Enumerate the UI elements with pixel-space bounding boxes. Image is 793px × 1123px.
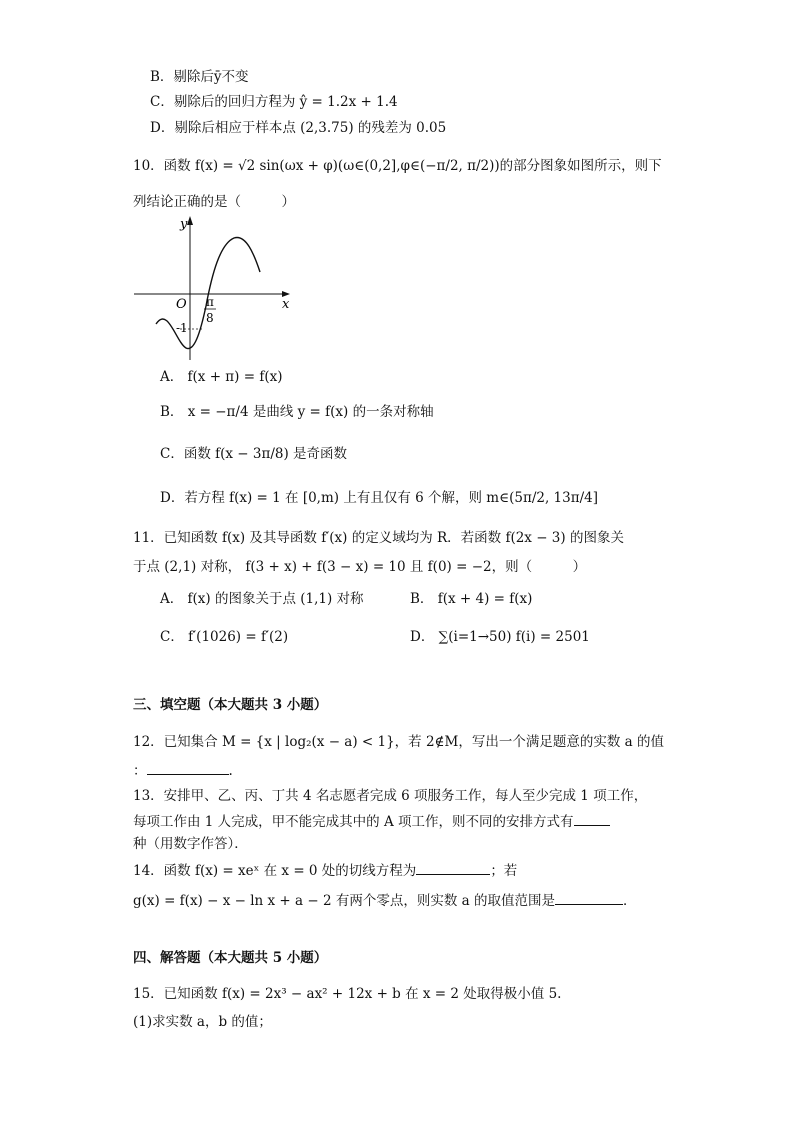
q15-line1: 15．已知函数 f(x) = 2x³ − ax² + 12x + b 在 x = 2 处取得极小值 5. (133, 986, 562, 1002)
q12-end: . (228, 763, 233, 779)
q14-line1 (133, 860, 517, 881)
q9-option-b: B．剔除后ȳ不变 (150, 69, 249, 85)
y-axis-label: y (180, 217, 188, 232)
q10-option-d: D．若方程 f(x) = 1 在 [0,m) 上有且仅有 6 个解，则 m∈(5π/2, 13π/4] (160, 490, 598, 506)
tick-pi-denominator: 8 (206, 311, 214, 325)
q14-tangent-blank[interactable] (416, 860, 490, 875)
q11-option-c: C． f′(1026) = f′(2) (160, 629, 289, 645)
q11-stem-line2: 于点 (2,1) 对称， f(3 + x) + f(3 − x) = 10 且 f(0) = −2，则（ ） (133, 559, 587, 575)
y-axis-arrow-icon (187, 216, 193, 225)
section-three-heading: 三、填空题（本大题共 3 小题） (133, 697, 328, 713)
q13-line2 (133, 811, 610, 832)
q14-line2-text: g(x) = f(x) − x − ln x + a − 2 有两个零点，则实数 a 的取值范围是 (133, 893, 555, 909)
q9-option-d: D．剔除后相应于样本点 (2,3.75) 的残差为 0.05 (150, 120, 447, 136)
q12-colon: ： (133, 763, 147, 779)
q12-line2 (133, 760, 233, 781)
q11-stem-line1: 11．已知函数 f(x) 及其导函数 f′(x) 的定义域均为 R．若函数 f(2x − 3) 的图象关 (133, 530, 624, 546)
q10-stem-line2: 列结论正确的是（ ） (133, 194, 295, 210)
q13-line2-text: 每项工作由 1 人完成，甲不能完成其中的 A 项工作，则不同的安排方式有 (133, 814, 574, 830)
x-axis-label: x (282, 297, 290, 312)
q10-stem-line1: 10．函数 f(x) = √2 sin(ωx + φ)(ω∈(0,2],φ∈(−π/2, π/2))的部分图象如图所示，则下 (133, 158, 662, 174)
q13-line1: 13．安排甲、乙、丙、丁共 4 名志愿者完成 6 项服务工作，每人至少完成 1 项工作， (133, 788, 648, 804)
section-four-heading: 四、解答题（本大题共 5 小题） (133, 950, 328, 966)
q10-option-c: C．函数 f(x − 3π/8) 是奇函数 (160, 446, 348, 462)
q12-line1: 12．已知集合 M = {x | log₂(x − a) < 1}，若 2∉M，写出一个满足题意的实数 a 的值 (133, 734, 665, 750)
q14-line1-end: ；若 (490, 863, 518, 879)
q9-option-c: C．剔除后的回归方程为 ŷ = 1.2x + 1.4 (150, 94, 398, 110)
tick-minus-one: -1 (176, 321, 188, 335)
q11-option-a: A． f(x) 的图象关于点 (1,1) 对称 (160, 591, 364, 607)
tick-pi-numerator: π (206, 295, 214, 309)
q11-option-b: B． f(x + 4) = f(x) (410, 591, 533, 607)
q14-line1-text: 14．函数 f(x) = xeˣ 在 x = 0 处的切线方程为 (133, 863, 417, 879)
q10-option-b: B． x = −π/4 是曲线 y = f(x) 的一条对称轴 (160, 404, 434, 420)
q14-line2 (133, 890, 637, 911)
q11-option-d: D． ∑(i=1→50) f(i) = 2501 (410, 629, 590, 645)
q13-line3: 种（用数字作答）． (133, 836, 248, 852)
q14-range-blank[interactable] (555, 890, 623, 905)
sine-curve (156, 237, 260, 348)
q14-line2-end: ． (623, 893, 637, 909)
q10-option-a: A． f(x + π) = f(x) (160, 369, 283, 385)
q13-answer-blank[interactable] (574, 811, 610, 826)
q12-answer-blank[interactable] (147, 760, 229, 775)
q10-function-graph (128, 212, 298, 362)
origin-label: O (176, 297, 187, 312)
q15-line2: (1)求实数 a，b 的值； (133, 1014, 272, 1030)
